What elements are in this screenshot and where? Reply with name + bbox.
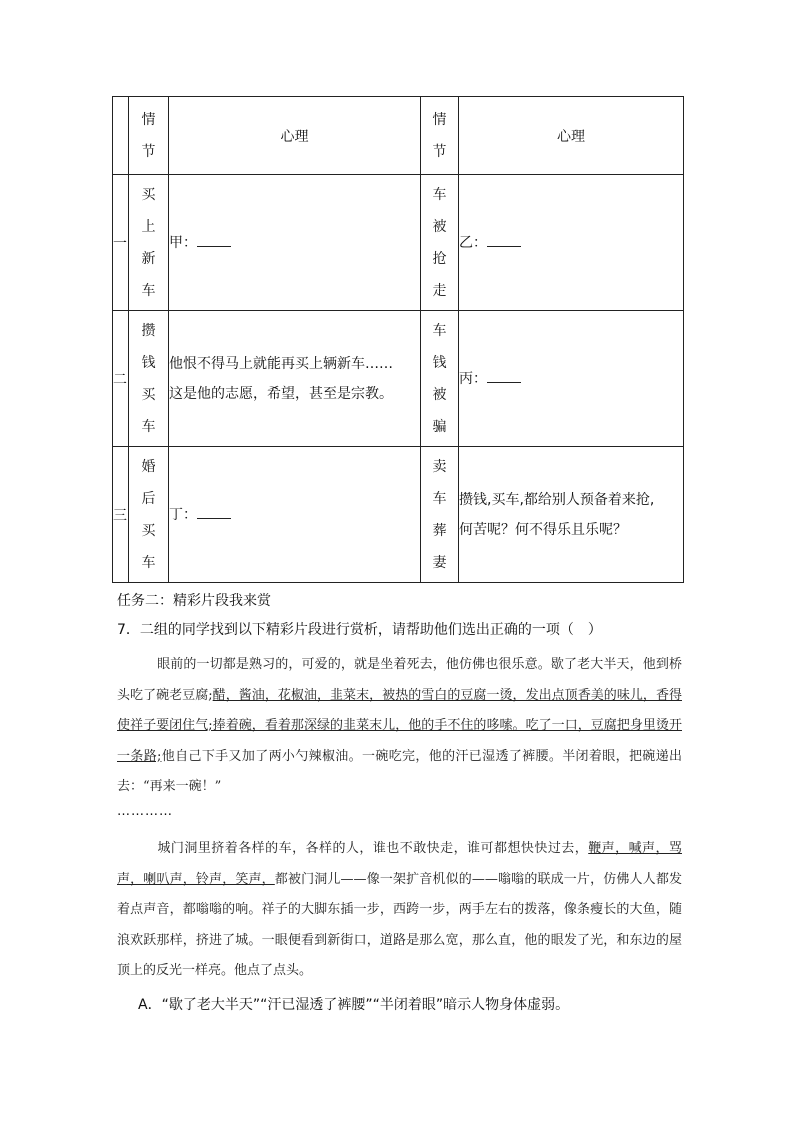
plot-cell	[421, 447, 459, 583]
vertical-text	[421, 451, 458, 579]
vertical-char: 新	[141, 250, 156, 267]
row-number: 三	[113, 447, 129, 583]
vertical-text	[129, 315, 168, 443]
psych-header-2: 心理	[459, 97, 684, 175]
vertical-text	[421, 104, 458, 168]
table-row	[113, 447, 684, 583]
task-heading: 任务二：精彩片段我来赏	[117, 593, 271, 609]
plot-header-2	[421, 97, 459, 175]
psych-cell	[459, 311, 684, 447]
psych-text-line: 何苦呢？何不得乐且乐呢？	[459, 521, 627, 538]
vertical-char: 车	[141, 554, 156, 571]
psych-header-1: 心理	[169, 97, 421, 175]
vertical-char: 后	[141, 490, 156, 507]
vertical-char: 买	[141, 522, 156, 539]
num-header-cell	[113, 97, 129, 175]
psych-text-line: 攒钱,买车,都给别人预备着来抢,	[459, 491, 655, 508]
vertical-char: 买	[141, 386, 156, 403]
vertical-char: 上	[141, 218, 156, 235]
psych-cell	[169, 311, 421, 447]
passage-text: 都被门洞儿——像一架扩音机似的——嗡嗡的联成一片，仿佛人人都发着点声音，都嗡嗡的响。祥子的大脚东插一步，西跨一步，两手左右的拨落，像条瘦长的大鱼，随浪欢跃那样，挤进了城。一眼便看到新街口，道路是那么宽，那么直，他的眼发了光，和东边的屋顶上的反光一样亮。他点了点头。	[117, 871, 682, 978]
answer-blank[interactable]	[197, 232, 231, 247]
psych-cell	[169, 175, 421, 311]
answer-label: 甲：	[169, 234, 197, 251]
psych-text-line: 他恨不得马上就能再买上辆新车……	[169, 355, 393, 372]
vertical-char: 节	[141, 143, 156, 160]
vertical-char: 婚	[141, 458, 156, 475]
passage-text: 城门洞里挤着各样的车，各样的人，谁也不敢快走，谁可都想快快过去，	[157, 841, 589, 856]
answer-label: 乙：	[459, 234, 487, 251]
vertical-text	[129, 179, 168, 307]
ellipsis-separator: …………	[117, 804, 173, 819]
row-number: 一	[113, 175, 129, 311]
vertical-char: 车	[432, 322, 447, 339]
plot-header-1	[129, 97, 169, 175]
plot-cell	[129, 311, 169, 447]
answer-label: 丁：	[169, 506, 197, 523]
question-text: 7．二组的同学找到以下精彩片段进行赏析，请帮助他们选出正确的一项（ ）	[117, 622, 602, 638]
plot-cell	[421, 311, 459, 447]
vertical-char: 钱	[432, 354, 447, 371]
plot-cell	[129, 175, 169, 311]
vertical-text	[129, 104, 168, 168]
vertical-char: 车	[141, 418, 156, 435]
row-number: 二	[113, 311, 129, 447]
vertical-char: 被	[432, 386, 447, 403]
vertical-char: 车	[432, 490, 447, 507]
option-a[interactable]: A．“歇了老大半天”“汗已湿透了裤腰”“半闭着眼”暗示人物身体虚弱。	[138, 997, 570, 1013]
passage-excerpt-2	[117, 834, 682, 987]
vertical-char: 攒	[141, 322, 156, 339]
vertical-char: 卖	[432, 458, 447, 475]
vertical-char: 妻	[432, 554, 447, 571]
table-row	[113, 311, 684, 447]
vertical-char: 骗	[432, 418, 447, 435]
table-row	[113, 175, 684, 311]
underlined-text: 醋，酱油，花椒油，韭菜末，被热的雪白的豆腐一烫，发出点顶香美的味儿，香得使祥子要闭住气;捧着碗，看着那深绿的韭菜末儿，他的手不住的哆嗦。吃了一口，豆腐把身里烫开一条路;	[117, 687, 682, 764]
vertical-char: 情	[141, 111, 156, 128]
answer-label: 丙：	[459, 370, 487, 387]
vertical-char: 买	[141, 186, 156, 203]
psych-cell	[459, 175, 684, 311]
vertical-char: 葬	[432, 522, 447, 539]
vertical-char: 抢	[432, 250, 447, 267]
vertical-char: 车	[432, 186, 447, 203]
vertical-char: 车	[141, 282, 156, 299]
vertical-text	[421, 179, 458, 307]
plot-psychology-table	[112, 96, 684, 583]
vertical-text	[129, 451, 168, 579]
plot-cell	[129, 447, 169, 583]
table-header-row	[113, 97, 684, 175]
vertical-char: 被	[432, 218, 447, 235]
passage-text: 他自己下手又加了两小勺辣椒油。一碗吃完，他的汗已湿透了裤腰。半闭着眼，把碗递出去：“再来一碗！”	[117, 748, 682, 794]
psych-cell	[459, 447, 684, 583]
vertical-text	[421, 315, 458, 443]
vertical-char: 情	[432, 111, 447, 128]
vertical-char: 钱	[141, 354, 156, 371]
answer-blank[interactable]	[487, 232, 521, 247]
answer-blank[interactable]	[487, 368, 521, 383]
psych-cell	[169, 447, 421, 583]
vertical-char: 走	[432, 282, 447, 299]
plot-cell	[421, 175, 459, 311]
vertical-char: 节	[432, 143, 447, 160]
underlined-text: 鞭声，喊声，骂声，喇叭声，铃声，笑声，	[117, 841, 682, 887]
passage-text: 眼前的一切都是熟习的，可爱的，就是坐着死去，他仿佛也很乐意。歇了老大半天，他到桥头吃了碗老豆腐;	[117, 657, 682, 703]
answer-blank[interactable]	[197, 504, 231, 519]
psych-text-line: 这是他的志愿，希望，甚至是宗教。	[169, 385, 393, 402]
passage-excerpt-1	[117, 650, 682, 803]
